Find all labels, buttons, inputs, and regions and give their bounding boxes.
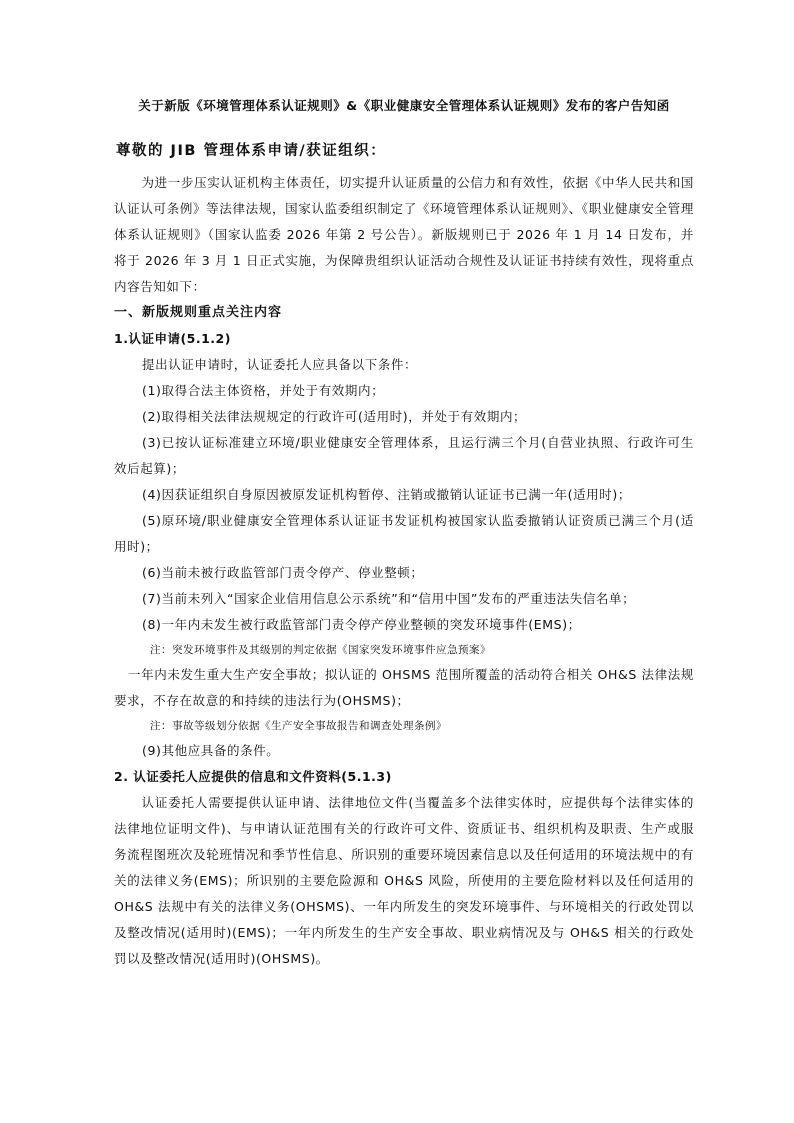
condition-item: (9)其他应具备的条件。 bbox=[142, 743, 280, 758]
condition-item: (4)因获证组织自身原因被原发证机构暂停、注销或撤销认证证书已满一年(适用时)； bbox=[142, 487, 631, 502]
condition-item: (5)原环境/职业健康安全管理体系认证证书发证机构被国家认监委撤销认证资质已满三个月(适用时)； bbox=[114, 513, 694, 554]
document-body bbox=[114, 96, 694, 972]
subsection-heading-application: 1.认证申请(5.1.2) bbox=[114, 331, 231, 346]
note-environment-incident: 注：突发环境事件及其级别的判定依据《国家突发环境事件应急预案》 bbox=[150, 644, 491, 656]
condition-item: (2)取得相关法律法规规定的行政许可(适用时)，并处于有效期内； bbox=[142, 409, 527, 424]
subsection-heading-documents: 2. 认证委托人应提供的信息和文件资料(5.1.3) bbox=[114, 769, 392, 784]
application-lead: 提出认证申请时，认证委托人应具备以下条件： bbox=[142, 357, 418, 372]
section-heading-key-points: 一、新版规则重点关注内容 bbox=[114, 305, 283, 320]
condition-item: (3)已按认证标准建立环境/职业健康安全管理体系，且运行满三个月(自营业执照、行政许可生效后起算)； bbox=[114, 435, 694, 476]
salutation: 尊敬的 JIB 管理体系申请/获证组织： bbox=[116, 143, 387, 159]
condition-item: (6)当前未被行政监管部门责令停产、停业整顿； bbox=[142, 565, 424, 580]
document-title: 关于新版《环境管理体系认证规则》&《职业健康安全管理体系认证规则》发布的客户告知函 bbox=[138, 98, 670, 113]
condition-item: (8)一年内未发生被行政监管部门责令停产停业整顿的突发环境事件(EMS)； bbox=[142, 617, 581, 632]
condition-item: (1)取得合法主体资格，并处于有效期内； bbox=[142, 383, 385, 398]
ohsms-condition-item: 一年内未发生重大生产安全事故；拟认证的 OHSMS 范围所覆盖的活动符合相关 OH&S 法律法规要求，不存在故意的和持续的违法行为(OHSMS)； bbox=[114, 667, 694, 708]
condition-item: (7)当前未列入“国家企业信用信息公示系统”和“信用中国”发布的严重违法失信名单； bbox=[142, 591, 636, 606]
intro-paragraph: 为进一步压实认证机构主体责任，切实提升认证质量的公信力和有效性，依据《中华人民共和国认证认可条例》等法律法规，国家认监委组织制定了《环境管理体系认证规则》、《职业健康安全管理体系认证规则》（国家认监委 2026 年第 2 号公告）。新版规则已于 2026 年 1 月 14 日发布，并将于 2026 年 3 月 1 日正式实施，为保障贵组织认证活动合规性及认证证书持续有效性，现将重点内容告知如下： bbox=[114, 175, 694, 294]
note-accident-classification: 注：事故等级划分依据《生产安全事故报告和调查处理条例》 bbox=[150, 720, 447, 732]
documents-paragraph: 认证委托人需要提供认证申请、法律地位文件(当覆盖多个法律实体时，应提供每个法律实体的法律地位证明文件)、与申请认证范围有关的行政许可文件、资质证书、组织机构及职责、生产或服务流程图班次及轮班情况和季节性信息、所识别的重要环境因素信息以及任何适用的环境法规中的有关的法律义务(EMS)；所识别的主要危险源和 OH&S 风险，所使用的主要危险材料以及任何适用的 OH&S 法规中有关的法律义务(OHSMS)、一年内所发生的突发环境事件、与环境相关的行政处罚以及整改情况(适用时)(EMS)；一年内所发生的生产安全事故、职业病情况及与 OH&S 相关的行政处罚以及整改情况(适用时)(OHSMS)。 bbox=[114, 795, 694, 966]
